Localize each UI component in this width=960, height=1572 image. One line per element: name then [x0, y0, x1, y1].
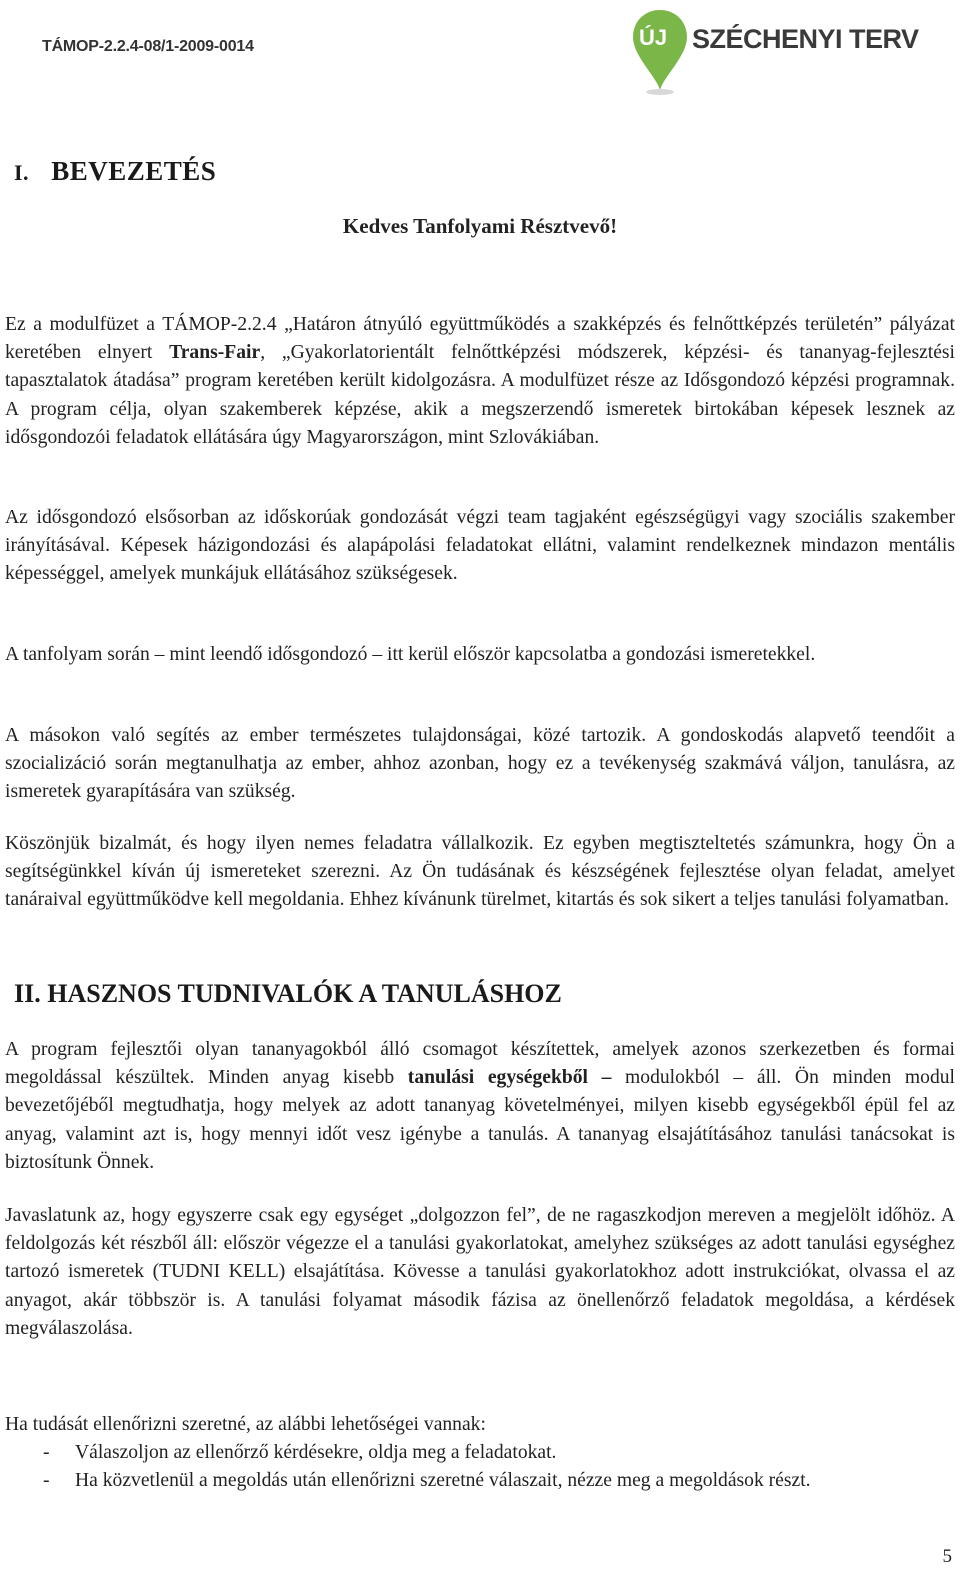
section-heading-study-tips: II. HASZNOS TUDNIVALÓK A TANULÁSHOZ: [14, 979, 562, 1008]
text-run: modulokból – áll. Ön minden modul bevezetőjéből megtudhatja, hogy melyek az adott tananyag követelményei, milyen kisebb egységekből épül fel az anyag, valamint azt is, hogy mennyi időt vesz igénybe a tanulás. A tananyag elsajátításához tanulási tanácsokat is biztosítunk Önnek.: [5, 1067, 955, 1173]
section-title: BEVEZETÉS: [51, 156, 217, 186]
intro-paragraph-1: [5, 311, 955, 452]
szechenyi-terv-logo: [630, 6, 930, 96]
list-item: [5, 1467, 955, 1495]
greeting: Kedves Tanfolyami Résztvevő!: [342, 214, 618, 238]
text-run: Ez a modulfüzet a TÁMOP-2.2.4 „Határon átnyúló együttműködés a szakképzés és felnőttképzés területén” pályázat keretében elnyert: [5, 314, 955, 364]
text-run: , „Gyakorlatorientált felnőttképzési módszerek, képzési- és tananyag-fejlesztési tapasztalatok átadása” program keretében került kidolgozásra. A modulfüzet része az Idősgondozó képzési programnak. A program célja, olyan szakemberek képzése, akik a megszerzendő ismeretek birtokában képesek lesznek az idősgondozói feladatok ellátására úgy Magyarországon, mint Szlovákiában.: [5, 342, 955, 448]
map-pin-icon: [630, 6, 690, 96]
intro-paragraph-3: A tanfolyam során – mint leendő idősgondozó – itt kerül először kapcsolatba a gondozási ismeretekkel.: [5, 644, 816, 665]
section-heading-introduction: [14, 156, 216, 187]
emphasis: tanulási egységekből –: [407, 1067, 612, 1089]
program-name: Trans-Fair: [169, 342, 261, 364]
section-number: I.: [14, 160, 30, 185]
list-item-text: Válaszoljon az ellenőrző kérdésekre, oldja meg a feladatokat.: [75, 1442, 557, 1463]
intro-paragraph-4: A másokon való segítés az ember természetes tulajdonságai, közé tartozik. A gondoskodás alapvető teendőit a szocializáció során megtanulhatja az ember, ahhoz azonban, hogy ez a tevékenység szakmává váljon, tanulásra, az ismeretek gyarapítására van szükség.: [5, 725, 955, 803]
page-number: 5: [942, 1546, 952, 1567]
study-paragraph-1: [5, 1036, 955, 1177]
project-code: TÁMOP-2.2.4-08/1-2009-0014: [42, 38, 254, 55]
bullet-dash: -: [43, 1442, 50, 1463]
list-item: [5, 1439, 955, 1467]
logo-text: SZÉCHENYI TERV: [692, 24, 919, 54]
logo-badge: ÚJ: [639, 25, 668, 50]
study-paragraph-3: Ha tudását ellenőrizni szeretné, az alábbi lehetőségei vannak:: [5, 1414, 486, 1435]
intro-paragraph-5: Köszönjük bizalmát, és hogy ilyen nemes feladatra vállalkozik. Ez egyben megtiszteltetés számunkra, hogy Ön a segítségünkkel kíván új ismereteket szerezni. Az Ön tudásának és készségének fejlesztése olyan feladat, amelyet tanáraival együttműködve kell megoldania. Ehhez kívánunk türelmet, kitartás és sok sikert a teljes tanulási folyamatban.: [5, 833, 955, 911]
text-run: A program fejlesztői olyan tananyagokból álló csomagot készítettek, amelyek azonos szerkezetben és formai megoldással készültek. Minden anyag kisebb: [5, 1039, 955, 1089]
bullet-dash: -: [43, 1470, 50, 1492]
list-item-text: Ha közvetlenül a megoldás után ellenőrizni szeretné válaszait, nézze meg a megoldások részt.: [75, 1470, 811, 1492]
intro-paragraph-2: Az idősgondozó elsősorban az időskorúak gondozását végzi team tagjaként egészségügyi vagy szociális szakember irányításával. Képesek házigondozási és alapápolási feladatokat ellátni, valamint rendelkeznek mindazon mentális képességgel, amelyek munkájuk ellátásához szükségesek.: [5, 507, 955, 585]
options-list: [5, 1439, 955, 1495]
study-paragraph-2: Javaslatunk az, hogy egyszerre csak egy egységet „dolgozzon fel”, de ne ragaszkodjon mereven a megjelölt időhöz. A feldolgozás két részből áll: először végezze el a tanulási gyakorlatokat, amelyhez szükséges az adott tanulási egységhez tartozó ismeretek (TUDNI KELL) elsajátítása. Kövesse a tanulási gyakorlatokhoz adott instrukciókat, olvassa el az anyagot, akár többször is. A tanulási folyamat második fázisa az önellenőrző feladatok megoldása, a kérdések megválaszolása.: [5, 1205, 955, 1339]
